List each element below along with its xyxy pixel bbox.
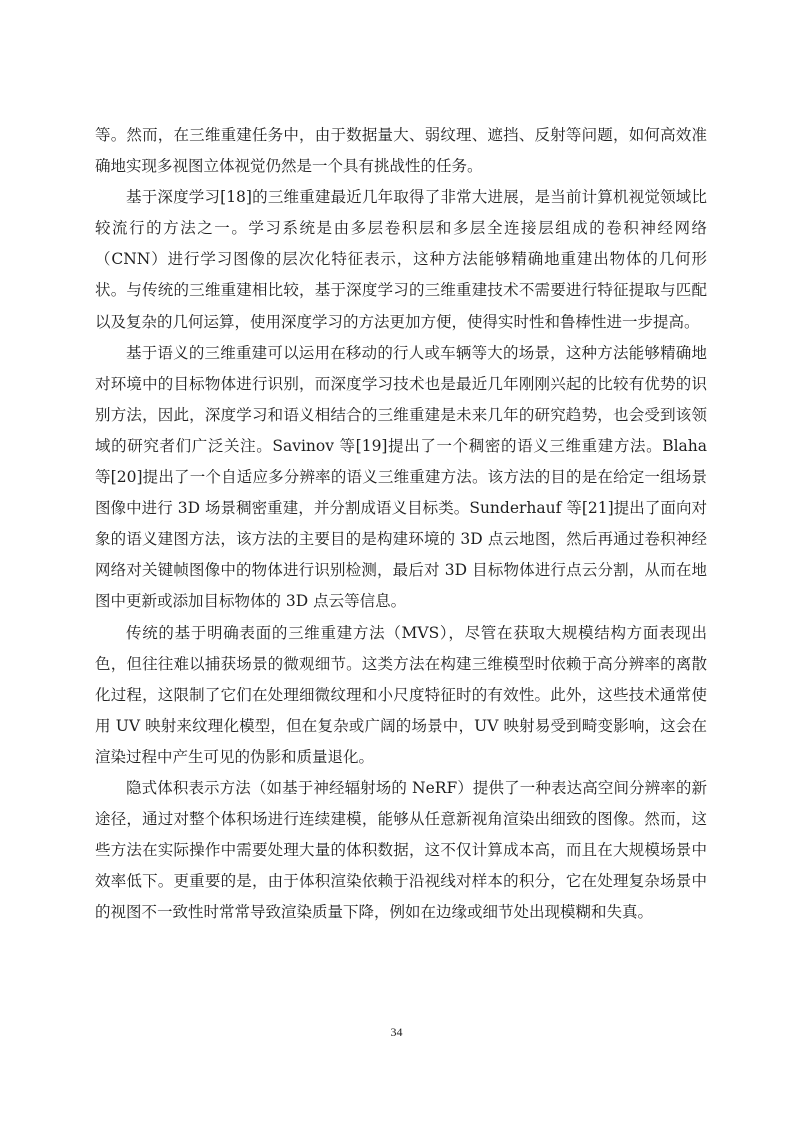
page-number: 34 (390, 1025, 403, 1039)
body-text (95, 120, 707, 928)
paragraph-2: 基于深度学习[18]的三维重建最近几年取得了非常大进展，是当前计算机视觉领域比较流行的方法之一。学习系统是由多层卷积层和多层全连接层组成的卷积神经网络（CNN）进行学习图像的层次化特征表示，这种方法能够精确地重建出物体的几何形状。与传统的三维重建相比较，基于深度学习的三维重建技术不需要进行特征提取与匹配以及复杂的几何运算，使用深度学习的方法更加方便，使得实时性和鲁棒性进一步提高。 (95, 188, 707, 331)
paragraph-1: 等。然而，在三维重建任务中，由于数据量大、弱纹理、遮挡、反射等问题，如何高效准确地实现多视图立体视觉仍然是一个具有挑战性的任务。 (95, 126, 707, 176)
paragraph-4: 传统的基于明确表面的三维重建方法（MVS），尽管在获取大规模结构方面表现出色，但往往难以捕获场景的微观细节。这类方法在构建三维模型时依赖于高分辨率的离散化过程，这限制了它们在处理细微纹理和小尺度特征时的有效性。此外，这些技术通常使用 UV 映射来纹理化模型，但在复杂或广阔的场景中，UV 映射易受到畸变影响，这会在渲染过程中产生可见的伪影和质量退化。 (95, 623, 707, 766)
paragraph-3: 基于语义的三维重建可以运用在移动的行人或车辆等大的场景，这种方法能够精确地对环境中的目标物体进行识别，而深度学习技术也是最近几年刚刚兴起的比较有优势的识别方法，因此，深度学习和语义相结合的三维重建是未来几年的研究趋势，也会受到该领域的研究者们广泛关注。Savinov 等[19]提出了一个稠密的语义三维重建方法。Blaha 等[20]提出了一个自适应多分辨率的语义三维重建方法。该方法的目的是在给定一组场景图像中进行 3D 场景稠密重建，并分割成语义目标类。Sunderhauf 等[21]提出了面向对象的语义建图方法，该方法的主要目的是构建环境的 3D 点云地图，然后再通过卷积神经网络对关键帧图像中的物体进行识别检测，最后对 3D 目标物体进行点云分割，从而在地图中更新或添加目标物体的 3D 点云等信息。 (95, 343, 707, 611)
paragraph-5: 隐式体积表示方法（如基于神经辐射场的 NeRF）提供了一种表达高空间分辨率的新途径，通过对整个体积场进行连续建模，能够从任意新视角渲染出细致的图像。然而，这些方法在实际操作中需要处理大量的体积数据，这不仅计算成本高，而且在大规模场景中效率低下。更重要的是，由于体积渲染依赖于沿视线对样本的积分，它在处理复杂场景中的视图不一致性时常常导致渲染质量下降，例如在边缘或细节处出现模糊和失真。 (95, 778, 707, 922)
